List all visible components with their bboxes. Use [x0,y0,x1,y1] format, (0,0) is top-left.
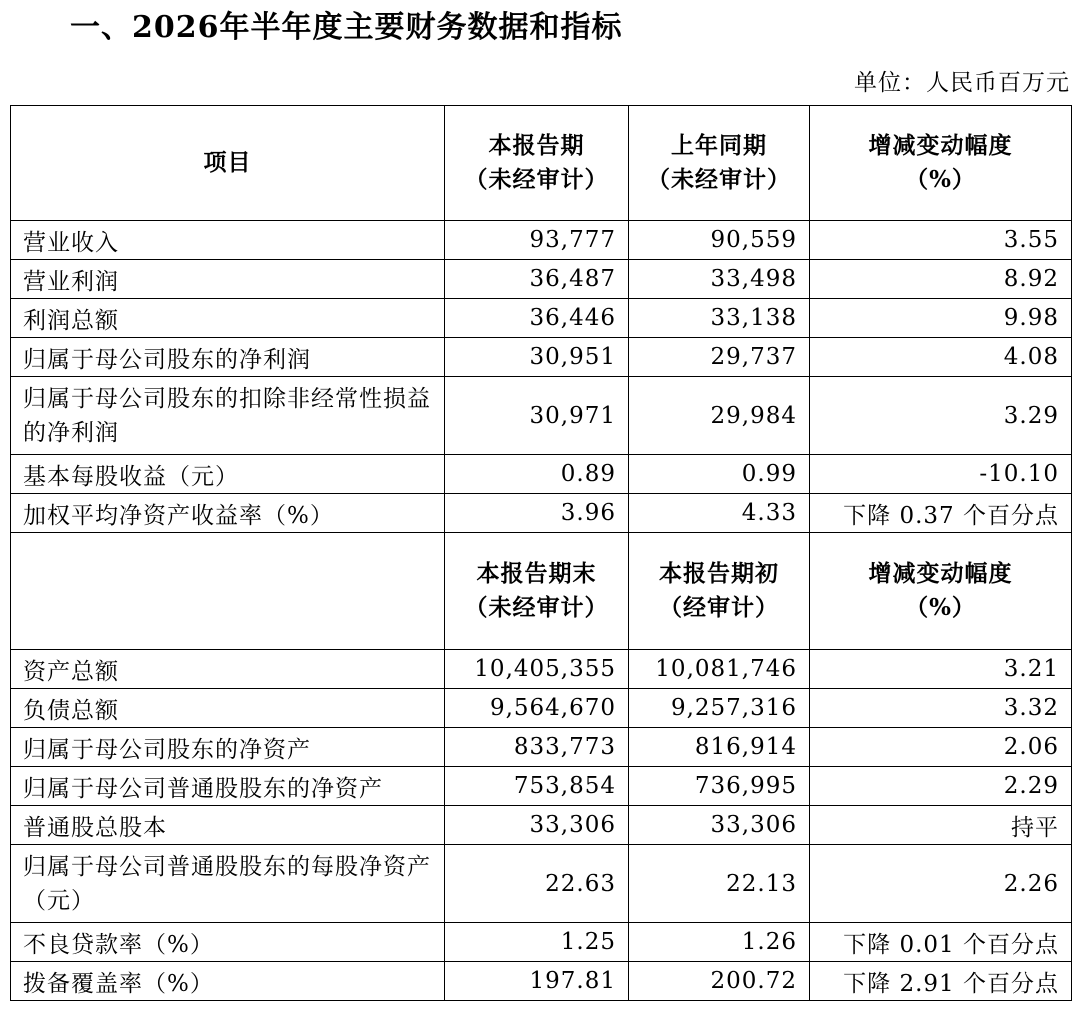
cell-current: 753,854 [445,767,629,806]
table-row [11,494,1072,533]
cell-prior: 10,081,746 [629,650,810,689]
row-label: 不良贷款率（%） [11,923,445,962]
cell-current: 30,971 [445,377,629,455]
cell-change: 3.55 [810,221,1072,260]
cell-change: 3.29 [810,377,1072,455]
cell-prior: 29,984 [629,377,810,455]
unit-label: 单位：人民币百万元 [854,70,1070,96]
subheader-change: 增减变动幅度 （%） [810,533,1072,650]
cell-prior: 29,737 [629,338,810,377]
financial-data-table [10,105,1072,1001]
cell-change: 4.08 [810,338,1072,377]
table-row [11,377,1072,455]
table-row [11,260,1072,299]
row-label: 加权平均净资产收益率（%） [11,494,445,533]
cell-current: 833,773 [445,728,629,767]
table-row [11,767,1072,806]
cell-current: 3.96 [445,494,629,533]
header-prior-period: 上年同期 （未经审计） [629,106,810,221]
cell-current: 1.25 [445,923,629,962]
cell-prior: 9,257,316 [629,689,810,728]
cell-current: 36,446 [445,299,629,338]
table-row [11,845,1072,923]
cell-prior: 90,559 [629,221,810,260]
cell-current: 0.89 [445,455,629,494]
row-label: 归属于母公司股东的净资产 [11,728,445,767]
row-label: 基本每股收益（元） [11,455,445,494]
cell-current: 9,564,670 [445,689,629,728]
table-row [11,338,1072,377]
row-label: 负债总额 [11,689,445,728]
table-row [11,221,1072,260]
cell-prior: 33,306 [629,806,810,845]
cell-current: 197.81 [445,962,629,1001]
cell-change: 2.26 [810,845,1072,923]
row-label: 资产总额 [11,650,445,689]
cell-prior: 816,914 [629,728,810,767]
table-row [11,689,1072,728]
cell-change: 3.32 [810,689,1072,728]
cell-change: 下降 0.37 个百分点 [810,494,1072,533]
table-row [11,455,1072,494]
table-header-row [11,106,1072,221]
cell-prior: 200.72 [629,962,810,1001]
row-label: 营业收入 [11,221,445,260]
table-row [11,806,1072,845]
cell-change: -10.10 [810,455,1072,494]
cell-current: 33,306 [445,806,629,845]
subheader-item [11,533,445,650]
row-label: 归属于母公司股东的净利润 [11,338,445,377]
header-change: 增减变动幅度 （%） [810,106,1072,221]
cell-change: 2.29 [810,767,1072,806]
cell-prior: 736,995 [629,767,810,806]
cell-change: 3.21 [810,650,1072,689]
table-row [11,923,1072,962]
cell-prior: 1.26 [629,923,810,962]
cell-current: 10,405,355 [445,650,629,689]
cell-current: 93,777 [445,221,629,260]
cell-change: 下降 2.91 个百分点 [810,962,1072,1001]
cell-current: 22.63 [445,845,629,923]
cell-change: 持平 [810,806,1072,845]
header-current-period: 本报告期 （未经审计） [445,106,629,221]
cell-prior: 33,498 [629,260,810,299]
subheader-period-start: 本报告期初 （经审计） [629,533,810,650]
cell-prior: 0.99 [629,455,810,494]
cell-prior: 4.33 [629,494,810,533]
table-row [11,962,1072,1001]
table-row [11,728,1072,767]
table-subheader-row [11,533,1072,650]
row-label: 普通股总股本 [11,806,445,845]
row-label: 归属于母公司股东的扣除非经常性损益的净利润 [11,377,445,455]
subheader-period-end: 本报告期末 （未经审计） [445,533,629,650]
table-row [11,650,1072,689]
section-title: 一、2026年半年度主要财务数据和指标 [70,10,623,45]
row-label: 营业利润 [11,260,445,299]
cell-current: 30,951 [445,338,629,377]
row-label: 归属于母公司普通股股东的净资产 [11,767,445,806]
table-row [11,299,1072,338]
row-label: 归属于母公司普通股股东的每股净资产（元） [11,845,445,923]
header-item: 项目 [11,106,445,221]
cell-change: 9.98 [810,299,1072,338]
cell-change: 2.06 [810,728,1072,767]
cell-change: 下降 0.01 个百分点 [810,923,1072,962]
cell-prior: 22.13 [629,845,810,923]
row-label: 拨备覆盖率（%） [11,962,445,1001]
row-label: 利润总额 [11,299,445,338]
cell-change: 8.92 [810,260,1072,299]
cell-current: 36,487 [445,260,629,299]
cell-prior: 33,138 [629,299,810,338]
